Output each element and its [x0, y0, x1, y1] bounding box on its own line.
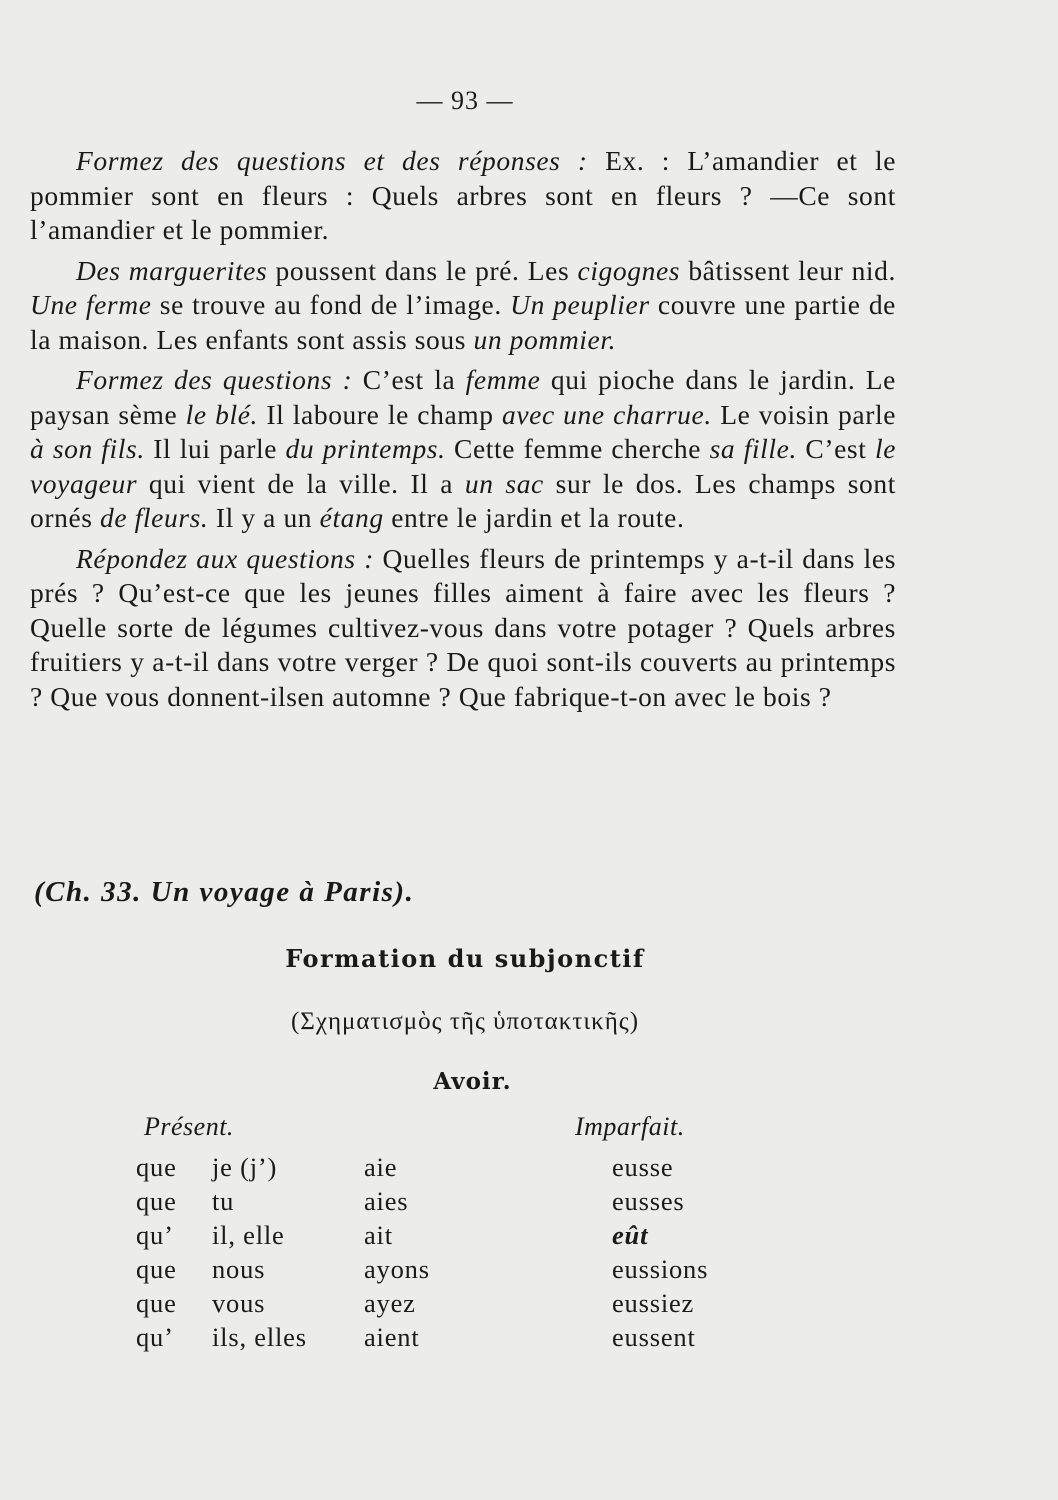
italic-text: femme	[465, 364, 541, 395]
paragraph	[30, 144, 896, 248]
imparfait-form: eût	[612, 1220, 649, 1250]
conj-particle: que	[136, 1152, 177, 1182]
paragraph	[30, 254, 896, 358]
conjugation-row	[136, 1152, 736, 1186]
conjugation-row	[136, 1254, 736, 1288]
present-form: ait	[364, 1220, 393, 1250]
italic-text: Un peuplier	[510, 289, 650, 320]
italic-text: un pommier.	[473, 323, 617, 355]
text-segment: C’est la	[352, 364, 466, 395]
present-form: ayez	[364, 1288, 416, 1318]
italic-text: de fleurs.	[100, 502, 209, 533]
text-segment: Il laboure le champ	[258, 398, 502, 430]
paragraph	[30, 542, 896, 715]
text-segment: Quelles fleurs de printemps y a-t-il dans les prés ? Qu’est-ce que les jeunes filles aiment à faire avec les fleurs ? Quelle sorte de légumes cultivez-vous dans votre potager ? Quels arbres fruitiers y a-t-il dans votre verger ? De quoi sont-ils couverts au printemps ? Que vous donnent-ilsen automne ? Que fabrique-t-on avec le bois ?	[30, 542, 896, 712]
text-segment: entre le jardin et la route.	[383, 502, 685, 533]
italic-text: Des marguerites	[76, 254, 268, 286]
text-segment: Il y a un	[208, 502, 320, 533]
imparfait-column-heading: Imparfait.	[575, 1112, 685, 1141]
page-number: — 93 —	[416, 86, 514, 115]
italic-text: avec une charrue.	[502, 398, 712, 430]
conjugation-row	[136, 1288, 736, 1322]
conj-particle: que	[136, 1288, 177, 1318]
text-segment: bâtissent leur nid.	[680, 254, 896, 286]
text-segment: se trouve au fond de l’image.	[151, 289, 511, 320]
italic-text: Répondez aux questions :	[76, 542, 374, 574]
imparfait-form: eusses	[612, 1186, 685, 1216]
text-segment: C’est	[796, 433, 875, 464]
italic-text: le voyageur	[30, 433, 896, 499]
text-segment: Ex. : L’amandier et le pommier sont en fleurs : Quels arbres sont en fleurs ? —Ce sont l’amandier et le pommier.	[30, 145, 896, 245]
imparfait-form: eussent	[612, 1322, 696, 1352]
text-segment: Il lui parle	[144, 433, 286, 464]
italic-text: Une ferme	[30, 289, 152, 320]
conj-pronoun: nous	[212, 1254, 266, 1284]
conjugation-table	[136, 1152, 736, 1356]
text-segment: sur le dos. Les champs sont ornés	[30, 467, 896, 533]
greek-subtitle: (Σχηματισμὸς τῆς ὑποτακτικῆς)	[290, 1008, 640, 1035]
imparfait-form: eusse	[612, 1152, 674, 1182]
conjugation-row	[136, 1220, 736, 1254]
conj-particle: que	[136, 1254, 177, 1284]
text-segment: couvre une partie de la maison. Les enfants sont assis sous	[30, 289, 896, 355]
paragraph	[30, 363, 896, 536]
conj-particle: que	[136, 1186, 177, 1216]
present-form: aient	[364, 1322, 420, 1352]
conj-particle: qu’	[136, 1220, 174, 1250]
conj-pronoun: ils, elles	[212, 1322, 307, 1352]
conj-pronoun: tu	[212, 1186, 235, 1216]
text-segment: qui pioche dans le jardin. Le paysan sème	[30, 364, 896, 430]
imparfait-form: eussiez	[612, 1288, 695, 1318]
conj-pronoun: il, elle	[212, 1220, 285, 1250]
verb-title: Avoir.	[433, 1068, 512, 1095]
italic-text: le blé.	[185, 398, 258, 430]
conjugation-row	[136, 1322, 736, 1356]
conj-pronoun: je (j’)	[212, 1152, 278, 1182]
italic-text: cigognes	[577, 254, 681, 286]
italic-text: à son fils.	[30, 433, 145, 464]
conjugation-row	[136, 1186, 736, 1220]
italic-text: Formez des questions et des réponses :	[76, 145, 588, 176]
italic-text: du printemps.	[285, 433, 446, 464]
italic-text: un sac	[464, 467, 544, 499]
italic-text: sa fille.	[709, 433, 797, 464]
present-form: aies	[364, 1186, 409, 1216]
text-segment: qui vient de la ville. Il a	[137, 467, 465, 499]
italic-text: Formez des questions :	[76, 364, 353, 395]
conj-pronoun: vous	[212, 1288, 266, 1318]
present-form: ayons	[364, 1254, 430, 1284]
text-segment: Cette femme cherche	[445, 433, 710, 464]
present-form: aie	[364, 1152, 398, 1182]
exercise-text	[30, 144, 896, 720]
conj-particle: qu’	[136, 1322, 174, 1352]
present-column-heading: Présent.	[144, 1112, 234, 1141]
text-segment: Le voisin parle	[711, 398, 896, 430]
section-title: Formation du subjonctif	[285, 944, 645, 973]
italic-text: étang	[319, 502, 384, 533]
imparfait-form: eussions	[612, 1254, 709, 1284]
text-segment: poussent dans le pré. Les	[267, 254, 578, 286]
chapter-heading: (Ch. 33. Un voyage à Paris).	[34, 876, 415, 908]
